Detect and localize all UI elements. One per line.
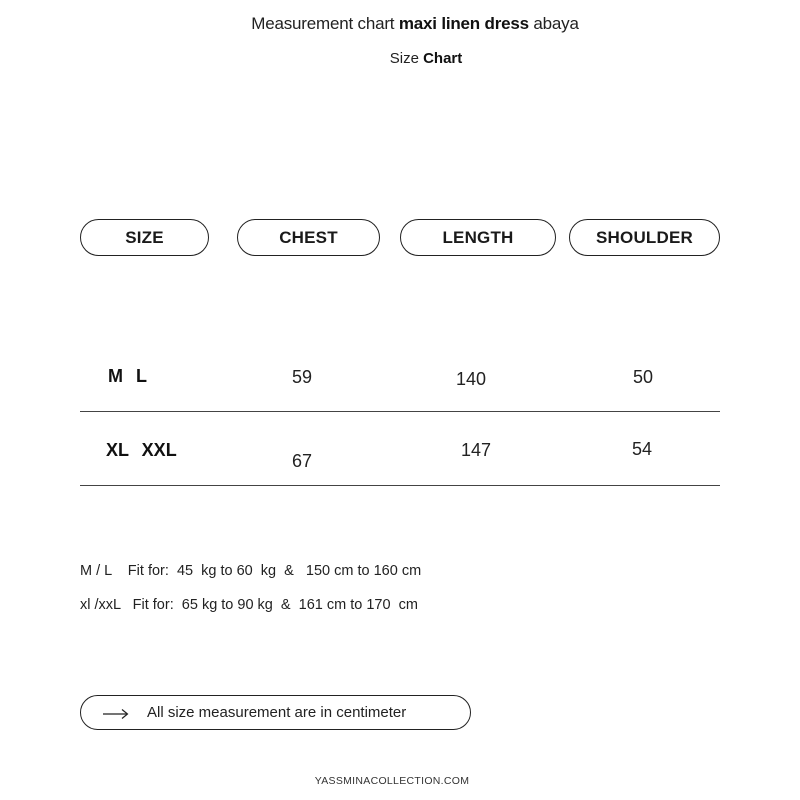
fit-note-xl-xxl: xl /xxL Fit for: 65 kg to 90 kg & 161 cm to 170 cm <box>80 597 418 613</box>
row-1-size: M L <box>108 366 147 386</box>
title-product: maxi linen dress <box>398 14 529 33</box>
title-suffix: abaya <box>528 14 579 33</box>
row-2-size: XL XXL <box>106 440 177 460</box>
footer-site: YASSMINACOLLECTION.COM <box>314 775 470 787</box>
row-1-chest: 59 <box>292 367 313 387</box>
row-1-length: 140 <box>456 369 487 389</box>
unit-note <box>80 695 471 730</box>
chart-subtitle <box>0 50 800 67</box>
row-2-chest: 67 <box>292 451 313 471</box>
arrow-right-icon <box>103 707 129 719</box>
column-header-size: SIZE <box>80 219 209 256</box>
row-2-length: 147 <box>461 440 492 460</box>
subtitle-prefix: Size <box>389 50 424 67</box>
column-header-shoulder: SHOULDER <box>569 219 720 256</box>
column-header-chest: CHEST <box>237 219 380 256</box>
row-2-shoulder: 54 <box>632 439 653 459</box>
fit-note-m-l: M / L Fit for: 45 kg to 60 kg & 150 cm to 160 cm <box>80 563 422 579</box>
row-divider <box>80 485 720 486</box>
row-divider <box>80 411 720 412</box>
title-prefix: Measurement chart <box>251 14 399 33</box>
row-1-shoulder: 50 <box>633 367 654 387</box>
subtitle-bold: Chart <box>423 50 463 67</box>
chart-title <box>0 14 800 34</box>
column-header-length: LENGTH <box>400 219 556 256</box>
unit-note-text: All size measurement are in centimeter <box>147 704 407 721</box>
